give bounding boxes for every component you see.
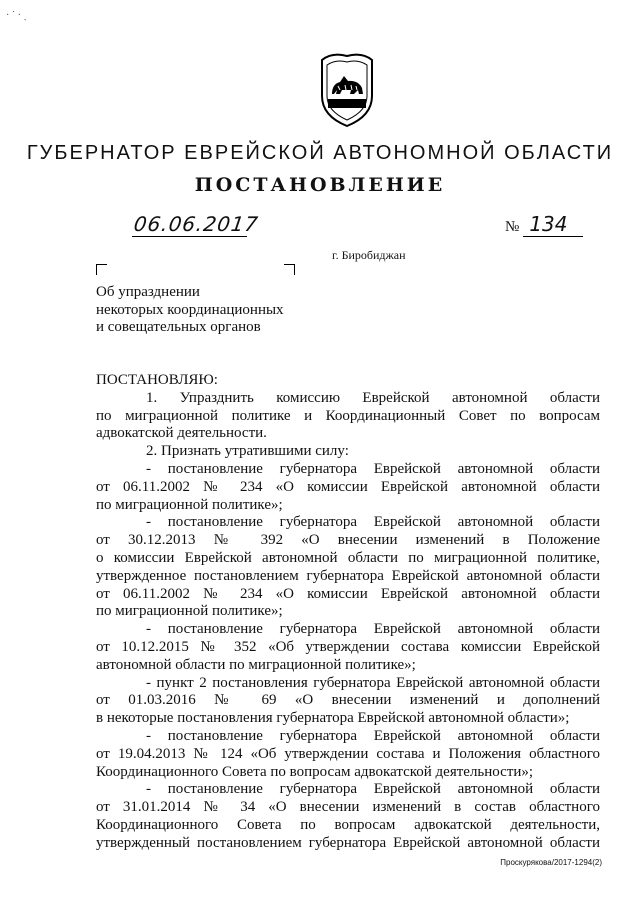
- body-line: о комиссии Еврейской автономной области по миграционной политике,: [96, 549, 600, 566]
- body-line: в некоторые постановления губернатора Еврейской автономной области»;: [96, 710, 570, 727]
- body-line: - постановление губернатора Еврейской автономной области: [146, 781, 600, 798]
- city-name: г. Биробиджан: [332, 248, 406, 262]
- body-line: от 06.11.2002 № 234 «О комиссии Еврейской автономной области: [96, 585, 600, 602]
- resolve-heading: ПОСТАНОВЛЯЮ:: [96, 372, 218, 388]
- body-line: 1. Упразднить комиссию Еврейской автономной области: [146, 389, 600, 406]
- body-line: - постановление губернатора Еврейской автономной области: [146, 514, 600, 531]
- subject-bracket-right: [284, 264, 295, 275]
- coat-of-arms-icon: [318, 50, 376, 128]
- subject-line: и совещательных органов: [96, 319, 261, 335]
- decree-date-field: [132, 212, 261, 237]
- body-line: от 10.12.2015 № 352 «Об утверждении состава комиссии Еврейской: [96, 638, 600, 655]
- body-line: Координационного Совета по вопросам адвокатской деятельности»;: [96, 763, 534, 780]
- body-line: автономной области по миграционной политике»;: [96, 656, 416, 673]
- document-type-title: ПОСТАНОВЛЕНИЕ: [194, 174, 446, 196]
- decree-body: [96, 372, 600, 853]
- body-line: от 19.04.2013 № 124 «Об утверждении состава и Положения областного: [96, 745, 600, 762]
- body-line: по миграционной политике»;: [96, 603, 283, 620]
- subject-line: некоторых координационных: [96, 301, 284, 318]
- subject-line: Об упразднении: [96, 284, 200, 300]
- body-line: адвокатской деятельности.: [96, 425, 267, 442]
- body-line: утвержденное постановлением губернатора Еврейской автономной области: [96, 567, 600, 584]
- decree-number-field: [505, 212, 583, 237]
- body-line: утвержденный постановлением губернатора Еврейской автономной области: [96, 834, 600, 851]
- body-line: по миграционной политике и Координационный Совет по вопросам: [96, 407, 600, 424]
- body-line: по миграционной политике»;: [96, 496, 283, 513]
- decree-number: 134: [523, 212, 583, 237]
- subject-bracket-left: [96, 264, 107, 275]
- body-line: от 01.03.2016 № 69 «О внесении изменений и дополнений: [96, 692, 600, 709]
- body-line: от 31.01.2014 № 34 «О внесении изменений в состав областного: [96, 799, 600, 816]
- body-line: - постановление губернатора Еврейской автономной области: [146, 460, 600, 477]
- body-line: 2. Признать утратившими силу:: [146, 443, 349, 460]
- decree-date: 06.06.2017: [132, 212, 261, 236]
- governor-title: ГУБЕРНАТОР ЕВРЕЙСКОЙ АВТОНОМНОЙ ОБЛАСТИ: [26, 142, 614, 164]
- decree-subject: [96, 284, 284, 337]
- number-label: №: [505, 219, 520, 235]
- body-line: - постановление губернатора Еврейской автономной области: [146, 727, 600, 744]
- body-line: - пункт 2 постановления губернатора Еврейской автономной области: [146, 674, 600, 691]
- body-line: - постановление губернатора Еврейской автономной области: [146, 621, 600, 638]
- body-line: Координационного Совета по вопросам адвокатской деятельности,: [96, 816, 600, 833]
- body-line: от 30.12.2013 № 392 «О внесении изменений в Положение: [96, 532, 600, 549]
- scan-specks: · ˙ · ˏ: [6, 10, 27, 21]
- footer-code: Проскурякова/2017-1294(2): [500, 858, 602, 867]
- body-line: от 06.11.2002 № 234 «О комиссии Еврейской автономной области: [96, 478, 600, 495]
